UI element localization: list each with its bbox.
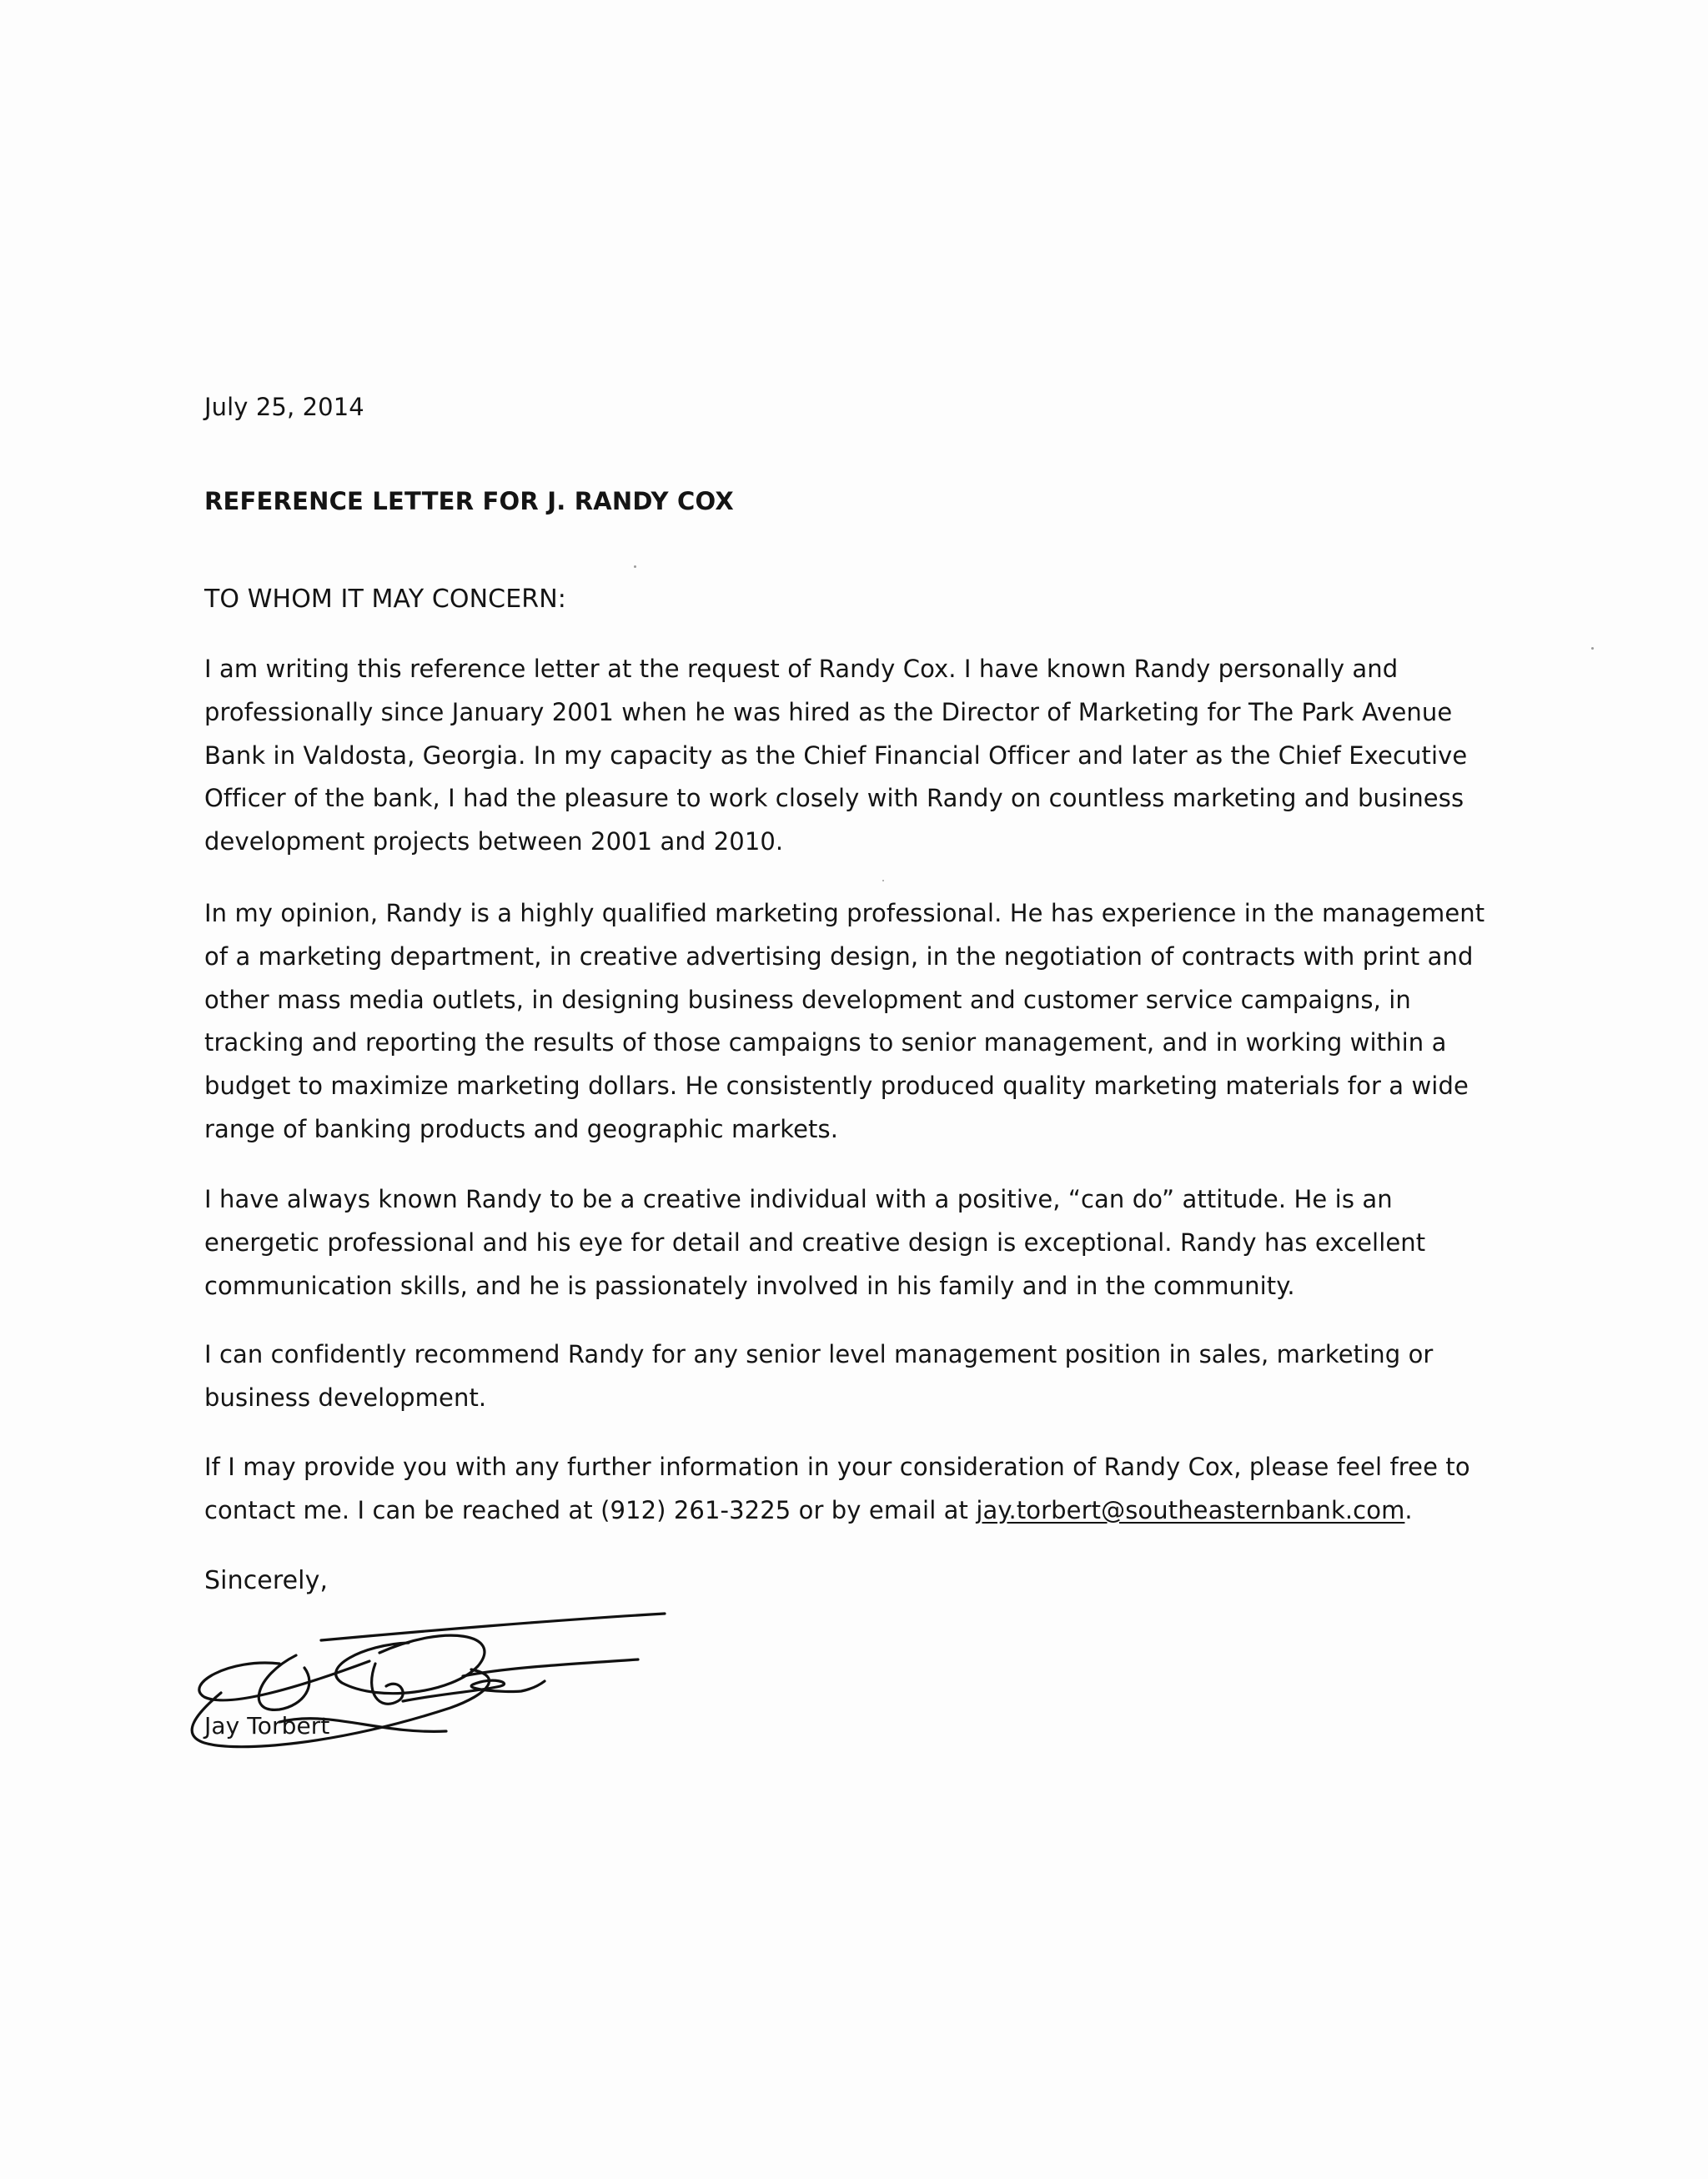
body-paragraph-5 (204, 1446, 1505, 1533)
paragraph-line: Bank in Valdosta, Georgia. In my capacity as the Chief Financial Officer and later as the Chief Executive (204, 741, 1468, 770)
paragraph-line: I can confidently recommend Randy for any senior level management position in sales, marketing or (204, 1340, 1434, 1368)
paragraph-line: I am writing this reference letter at the request of Randy Cox. I have known Randy personally and (204, 655, 1399, 683)
paragraph-line: communication skills, and he is passionately involved in his family and in the community. (204, 1271, 1295, 1300)
handwritten-signature (171, 1568, 688, 1760)
contact-line (204, 1489, 1505, 1533)
letter-subject: REFERENCE LETTER FOR J. RANDY COX (204, 487, 734, 515)
paragraph-line: business development. (204, 1383, 487, 1412)
email-link[interactable]: jay.torbert@southeasternbank.com (976, 1495, 1405, 1524)
body-paragraph-3 (204, 1178, 1505, 1308)
paragraph-line: I have always known Randy to be a creative individual with a positive, “can do” attitude. He is an (204, 1185, 1393, 1213)
letter-salutation: TO WHOM IT MAY CONCERN: (204, 585, 566, 614)
paragraph-line: professionally since January 2001 when he was hired as the Director of Marketing for The Park Avenue (204, 697, 1453, 726)
paragraph-line: development projects between 2001 and 2010. (204, 827, 784, 856)
paragraph-line: of a marketing department, in creative advertising design, in the negotiation of contracts with print and (204, 941, 1474, 971)
paragraph-line: tracking and reporting the results of those campaigns to senior management, and in working within a (204, 1028, 1447, 1057)
contact-suffix: . (1404, 1495, 1413, 1524)
body-paragraph-4 (204, 1333, 1505, 1420)
body-paragraph-2 (204, 892, 1505, 1152)
signer-name: Jay Torbert (204, 1712, 330, 1740)
paragraph-line: range of banking products and geographic markets. (204, 1114, 839, 1143)
paragraph-line: If I may provide you with any further information in your consideration of Randy Cox, please feel free to (204, 1453, 1470, 1481)
scan-speck (634, 565, 636, 568)
letter-date: July 25, 2014 (204, 393, 364, 421)
letter-closing: Sincerely, (204, 1566, 329, 1595)
paragraph-line: budget to maximize marketing dollars. He consistently produced quality marketing materials for a wide (204, 1072, 1469, 1101)
paragraph-line: Officer of the bank, I had the pleasure to work closely with Randy on countless marketing and business (204, 784, 1464, 813)
paragraph-line: other mass media outlets, in designing business development and customer service campaigns, in (204, 985, 1411, 1014)
paragraph-line: energetic professional and his eye for detail and creative design is exceptional. Randy has excellent (204, 1228, 1426, 1257)
contact-text: contact me. I can be reached at (912) 261-3225 or by email at (204, 1495, 977, 1524)
paragraph-line: In my opinion, Randy is a highly qualified marketing professional. He has experience in the management (204, 899, 1485, 927)
body-paragraph-1 (204, 648, 1505, 864)
scan-speck (882, 880, 884, 881)
scan-speck (1591, 647, 1594, 650)
